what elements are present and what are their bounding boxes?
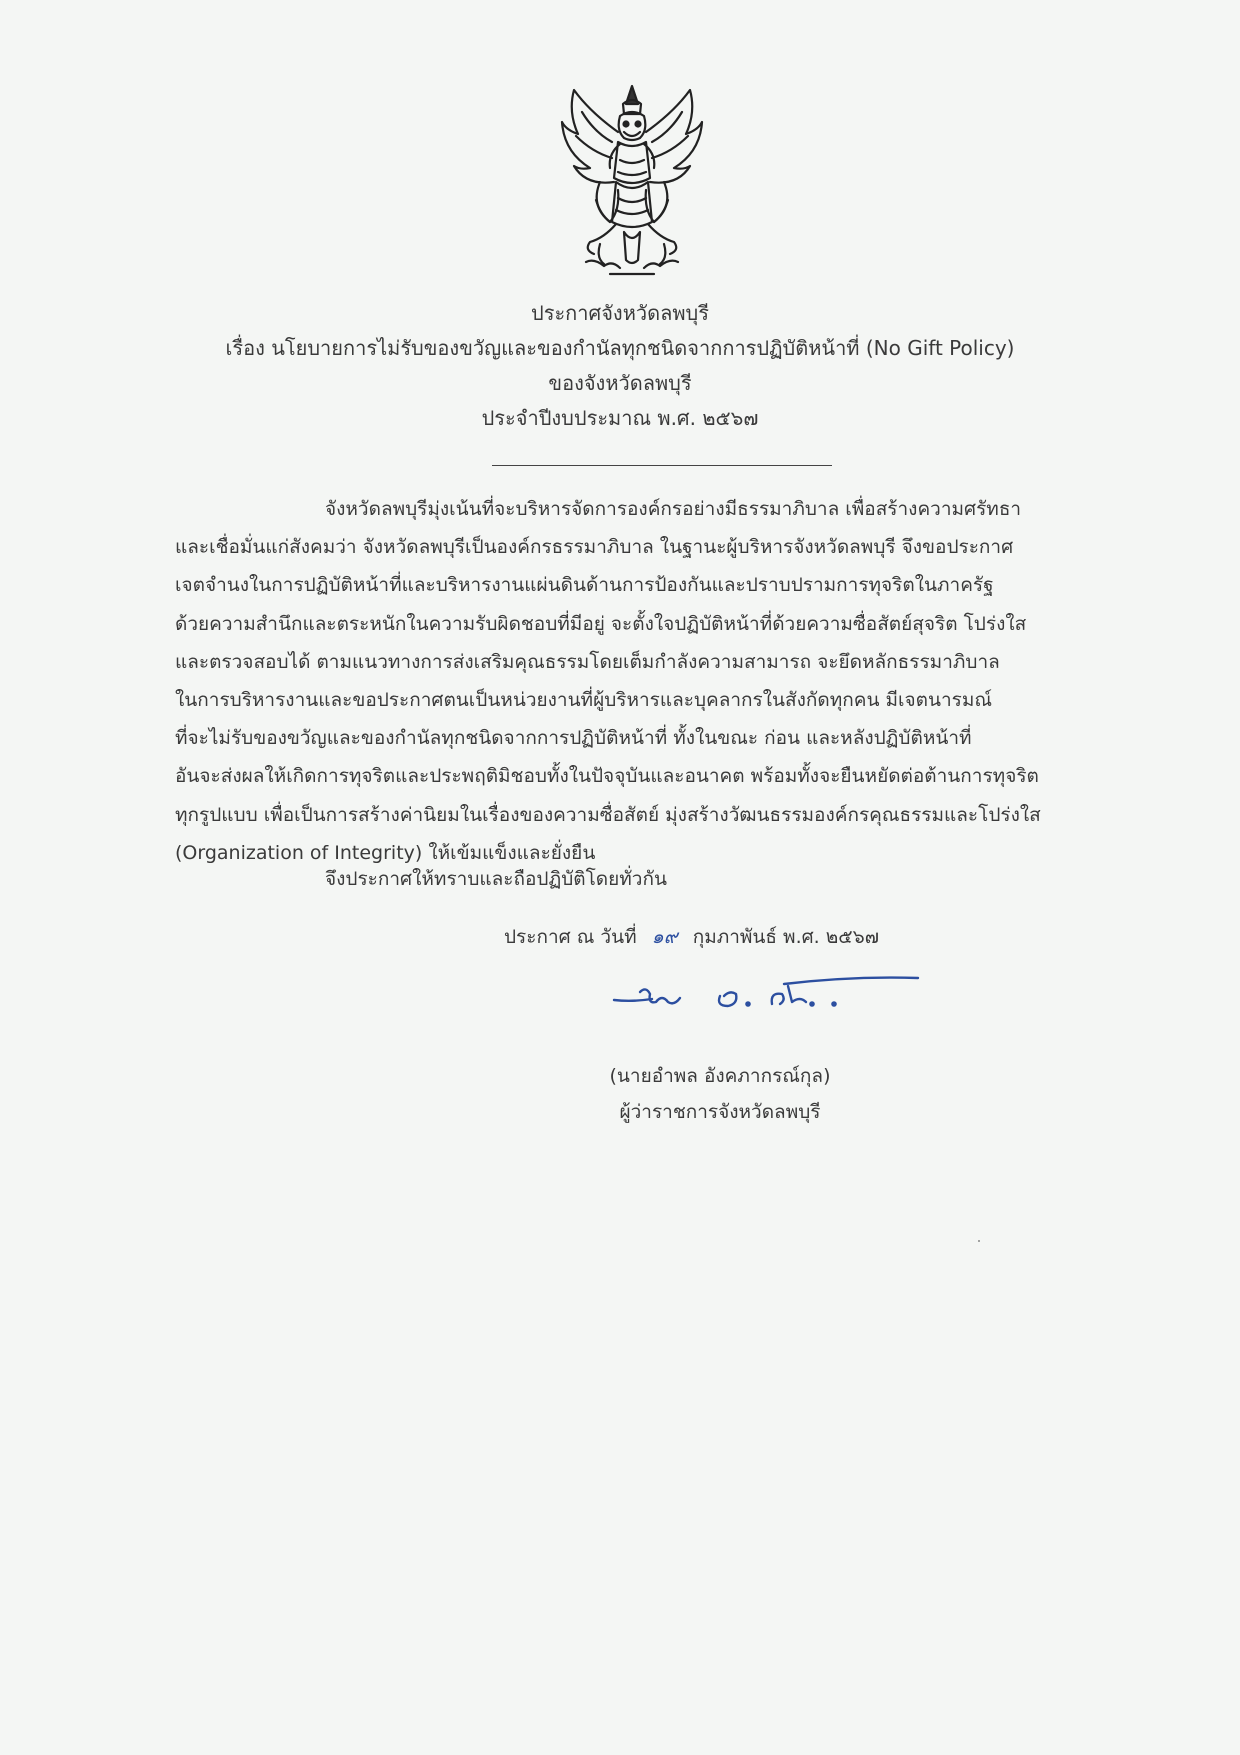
signer-name: (นายอำพล อังคภากรณ์กุล): [609, 1065, 831, 1087]
fiscal-year: ประจำปีงบประมาณ พ.ศ. ๒๕๖๗: [481, 406, 759, 430]
closing-statement: จึงประกาศให้ทราบและถือปฏิบัติโดยทั่วกัน: [325, 868, 667, 890]
date-prefix: ประกาศ ณ วันที่: [504, 926, 637, 948]
subject-organization: ของจังหวัดลพบุรี: [548, 371, 692, 395]
body-line: (Organization of Integrity) ให้เข้มแข็งและยั่งยืน: [175, 841, 596, 864]
scan-speck: [978, 1240, 980, 1242]
body-line: และเชื่อมั่นแก่สังคมว่า จังหวัดลพบุรีเป็นองค์กรธรรมาภิบาล ในฐานะผู้บริหารจังหวัดลพบุรี จึงขอประกาศ: [175, 536, 1014, 559]
issuer-title: ประกาศจังหวัดลพบุรี: [531, 301, 709, 325]
body-line: และตรวจสอบได้ ตามแนวทางการส่งเสริมคุณธรรมโดยเต็มกำลังความสามารถ จะยึดหลักธรรมาภิบาล: [175, 650, 1000, 673]
body-line: ในการบริหารงานและขอประกาศตนเป็นหน่วยงานที่ผู้บริหารและบุคลากรในสังกัดทุกคน มีเจตนารมณ์: [175, 688, 993, 711]
body-line: จังหวัดลพบุรีมุ่งเน้นที่จะบริหารจัดการองค์กรอย่างมีธรรมาภิบาล เพื่อสร้างความศรัทธา: [325, 498, 1022, 520]
signer-title: ผู้ว่าราชการจังหวัดลพบุรี: [619, 1101, 821, 1123]
announcement-body: [175, 490, 1125, 872]
body-line: เจตจำนงในการปฏิบัติหน้าที่และบริหารงานแผ่นดินด้านการป้องกันและปราบปรามการทุจริตในภาครัฐ: [175, 574, 994, 597]
date-month-year: กุมภาพันธ์ พ.ศ. ๒๕๖๗: [692, 926, 880, 948]
announcement-date: [504, 922, 879, 952]
header-divider: [492, 465, 832, 466]
body-line: อันจะส่งผลให้เกิดการทุจริตและประพฤติมิชอบทั้งในปัจจุบันและอนาคต พร้อมทั้งจะยืนหยัดต่อต้านการทุจริต: [175, 765, 1039, 788]
signer-block: [560, 1058, 880, 1130]
announcement-header: [160, 296, 1080, 436]
handwritten-signature: [612, 972, 922, 1022]
body-line: ด้วยความสำนึกและตระหนักในความรับผิดชอบที่มีอยู่ จะตั้งใจปฏิบัติหน้าที่ด้วยความซื่อสัตย์สุจริต โปร่งใส: [175, 612, 1027, 635]
garuda-emblem-icon: [560, 82, 704, 282]
body-line: ทุกรูปแบบ เพื่อเป็นการสร้างค่านิยมในเรื่องของความซื่อสัตย์ มุ่งสร้างวัฒนธรรมองค์กรคุณธรรมและโปร่งใส: [175, 803, 1041, 826]
subject-line: เรื่อง นโยบายการไม่รับของขวัญและของกำนัลทุกชนิดจากการปฏิบัติหน้าที่ (No Gift Policy): [225, 336, 1015, 360]
date-day-handwritten: ๑๙: [651, 926, 678, 948]
body-line: ที่จะไม่รับของขวัญและของกำนัลทุกชนิดจากการปฏิบัติหน้าที่ ทั้งในขณะ ก่อน และหลังปฏิบัติหน้าที่: [175, 727, 972, 750]
